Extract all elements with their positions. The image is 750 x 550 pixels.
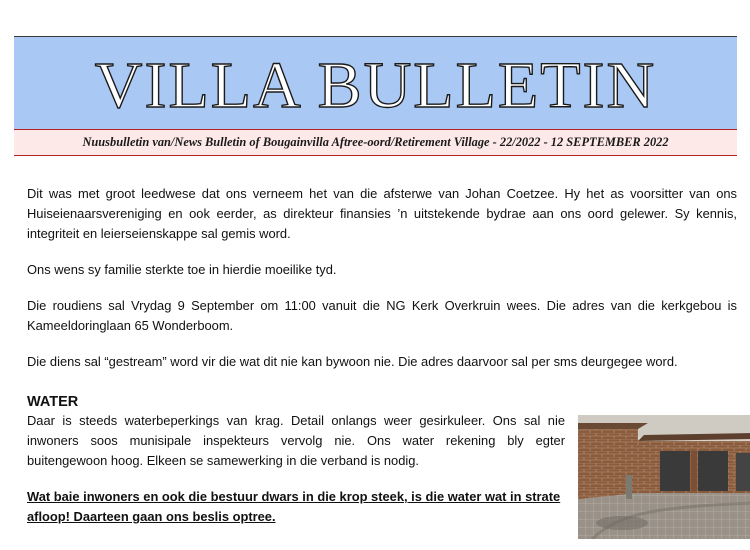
masthead xyxy=(14,36,737,130)
water-heading: WATER xyxy=(27,394,79,410)
water-section xyxy=(27,393,737,527)
street-photo xyxy=(578,415,750,539)
paragraph-wishes: Ons wens sy familie sterkte toe in hierdie moeilike tyd. xyxy=(27,262,337,277)
water-body: Daar is steeds waterbeperkings van krag. Detail onlangs weer gesirkuleer. Ons sal nie inwoners soos munisipale inspekteurs vervolg nie. Ons water rekening bly egter buitengewoon hoog. Elkeen se samewerking in die verband is nodig. xyxy=(27,413,565,468)
paragraph-stream-notice: Die diens sal “gestream” word vir die wat dit nie kan bywoon nie. Die adres daarvoor sal per sms deurgegee word. xyxy=(27,354,678,369)
masthead-title: VILLA BULLETIN xyxy=(94,48,657,122)
masthead-subtitle: Nuusbulletin van/News Bulletin of Bougainvilla Aftree-oord/Retirement Village - 22/2022 - 12 SEPTEMBER 2022 xyxy=(82,135,669,149)
paragraph-condolence: Dit was met groot leedwese dat ons verneem het van die afsterwe van Johan Coetzee. Hy het as voorsitter van ons Huiseienaarsvereniging en ook eerder, as direkteur finansies ’n uitstekende bydrae aan ons oord gelewer. Sy kennis, integriteit en leierseienskappe sal gemis word. xyxy=(27,186,737,241)
masthead-subtitle-bar xyxy=(14,129,737,156)
water-emphasis: Wat baie inwoners en ook die bestuur dwars in die krop steek, is die water wat in strate afloop! Daarteen gaan ons beslis optree. xyxy=(27,489,561,524)
paragraph-funeral-details: Die roudiens sal Vrydag 9 September om 11:00 vanuit die NG Kerk Overkruin wees. Die adres van die kerkgebou is Kameeldoringlaan 65 Wonderboom. xyxy=(27,298,737,333)
water-text xyxy=(27,411,565,527)
article-body xyxy=(27,184,737,388)
